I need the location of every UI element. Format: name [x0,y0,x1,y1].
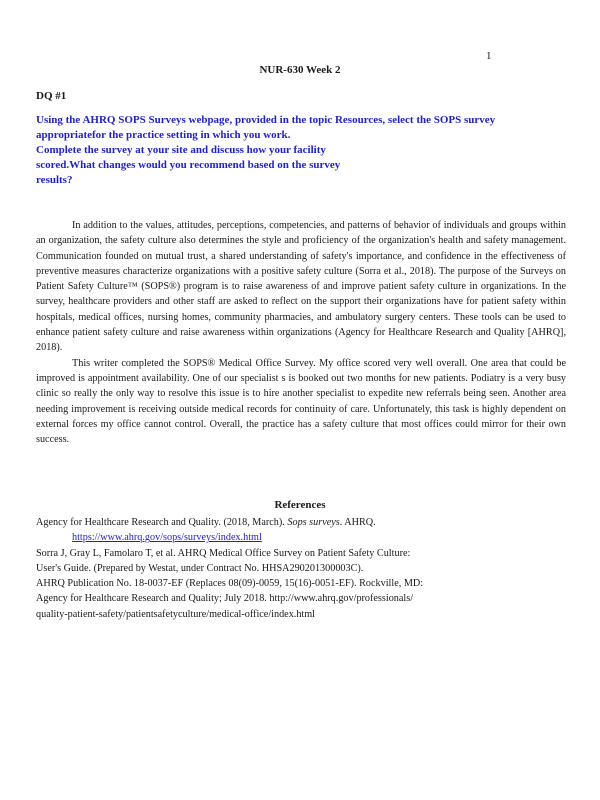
prompt-line: Using the AHRQ SOPS Surveys webpage, provided in the topic Resources, select the SOPS survey [36,114,496,126]
paragraph: In addition to the values, attitudes, perceptions, competencies, and patterns of behavior of individuals and groups within an organization, the safety culture also determines the style and proficiency of the organization's health and safety management. Communication founded on mutual trust, a shared understanding of safety's importance, and confidence in the effectiveness of preventive measures characterize organizations with a positive safety culture (Sorra et al., 2018). The purpose of the Surveys on Patient Safety Culture™ (SOPS®) program is to raise awareness of and improve patient safety culture in organizations. In the survey, healthcare providers and other staff are asked to reflect on the support their organizations have for patient safety within hospitals, medical offices, nursing homes, community pharmacies, and ambulatory surgery centers. These tools can be used to enhance patient safety culture and raise awareness within organizations (Agency for Healthcare Research and Quality [AHRQ], 2018). [36,220,566,354]
prompt-line: Complete the survey at your site and discuss how your facility [36,144,326,156]
reference-entry [36,546,566,622]
document-title: NUR-630 Week 2 [259,64,341,76]
prompt-line: scored.What changes would you recommend based on the survey [36,159,341,171]
reference-line: AHRQ Publication No. 18-0037-EF (Replaces 08(09)-0059, 15(16)-0051-EF). Rockville, MD: [36,578,424,590]
reference-line: Sorra J, Gray L, Famolaro T, et al. AHRQ Medical Office Survey on Patient Safety Culture: [36,547,411,559]
prompt-line: results? [36,174,73,186]
discussion-prompt [36,113,556,188]
response-body [36,218,566,447]
reference-text: Agency for Healthcare Research and Quality. (2018, March). [36,517,288,528]
reference-title: Sops surveys [287,517,340,528]
reference-text: . AHRQ. [339,517,376,528]
references-heading: References [274,499,326,511]
reference-line: Agency for Healthcare Research and Quality; July 2018. http://www.ahrq.gov/professionals/ [36,593,414,605]
reference-line: User's Guide. (Prepared by Westat, under Contract No. HHSA290201300003C). [36,562,364,574]
paragraph: This writer completed the SOPS® Medical Office Survey. My office scored very well overall. One area that could be improved is appointment availability. One of our specialist s is booked out two months for new patients. Podiatry is a very busy clinic so really the only way to resolve this issue is to hire another specialist to expedite new referrals being seen. Another area needing improvement is receiving outside medical records for continuity of care. Unfortunately, this task is highly dependent on external forces my office cannot control. Overall, the practice has a safety culture that most offices could mirror for their own success. [36,357,566,446]
reference-entry [36,515,566,546]
dq-label: DQ #1 [36,90,67,102]
reference-line: quality-patient-safety/patientsafetyculture/medical-office/index.html [36,608,316,620]
prompt-line: appropriatefor the practice setting in which you work. [36,129,291,141]
references-list [36,515,566,622]
page-number: 1 [486,50,492,62]
reference-link[interactable]: https://www.ahrq.gov/sops/surveys/index.html [72,532,262,544]
